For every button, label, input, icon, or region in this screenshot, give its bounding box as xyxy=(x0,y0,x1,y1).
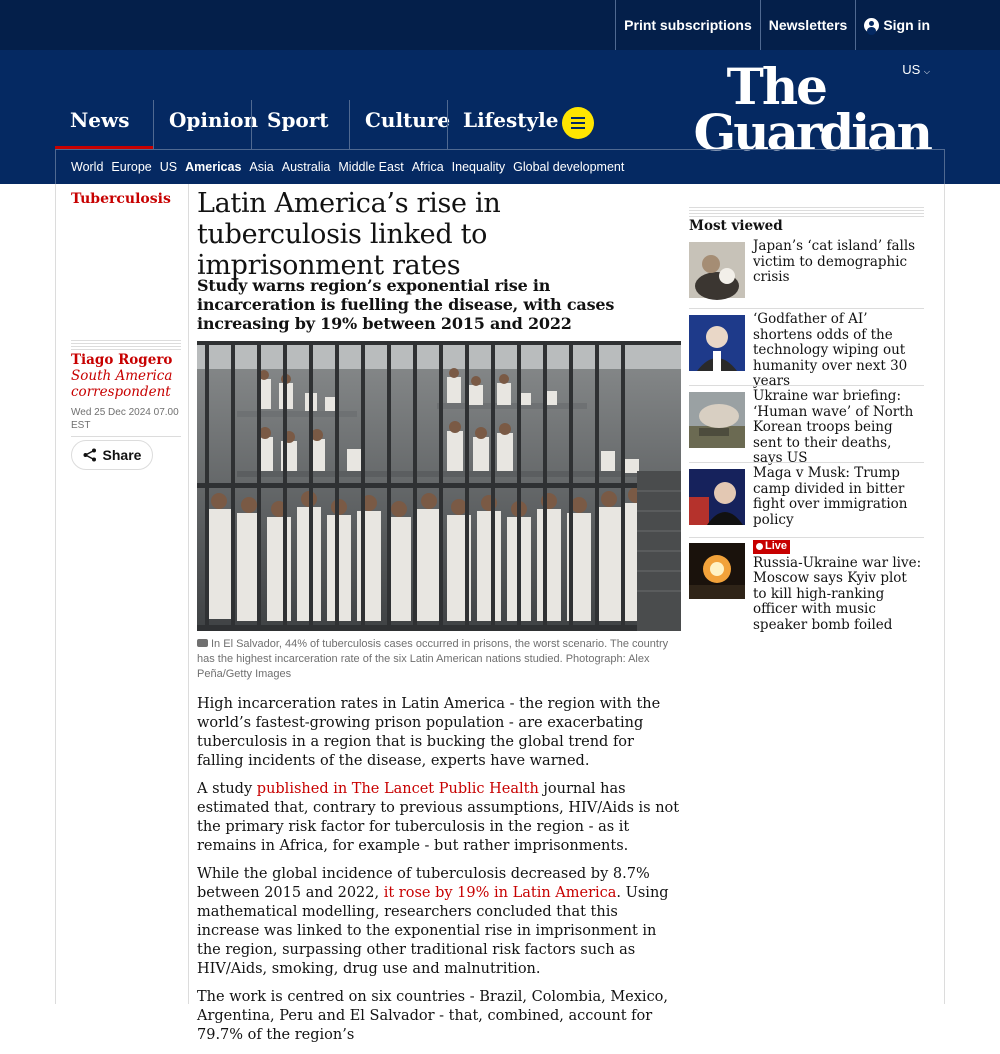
latin-america-rise-link[interactable]: it rose by 19% in Latin America xyxy=(383,885,617,901)
live-dot-icon xyxy=(756,543,763,550)
paragraph-text: . Using mathematical modelling, researchers concluded that this increase was linked to the exponential rise in imprisonment in the region, surpassing other traditional risk factors such as HIV/Aids, smoking, drug use and malnutrition. xyxy=(197,885,669,977)
most-viewed-headline: ‘Godfather of AI’ shortens odds of the technology wiping out humanity over next 30 years xyxy=(753,311,908,389)
headline: Latin America’s rise in tuberculosis linked to imprisonment rates xyxy=(197,188,501,281)
edition-label: US xyxy=(902,62,921,77)
paragraph-text: While the global incidence of tuberculosis decreased by 8.7% between 2015 and 2022, xyxy=(197,866,650,901)
most-viewed-item[interactable] xyxy=(689,308,924,389)
paragraph: High incarceration rates in Latin America - the region with the world’s fastest-growing prison population - are exacerbating tuberculosis in a region that is bucking the global trend for falling incidents of the disease, experts have warned. xyxy=(197,696,661,769)
section-kicker[interactable]: Tuberculosis xyxy=(71,191,171,207)
most-viewed-headline: Japan’s ‘cat island’ falls victim to demographic crisis xyxy=(753,238,916,285)
article-body xyxy=(197,695,681,1054)
article-photo xyxy=(197,341,681,631)
sign-in-link[interactable] xyxy=(864,17,930,33)
sub-nav xyxy=(55,149,945,184)
pillar-nav xyxy=(55,100,559,150)
paragraph xyxy=(197,780,681,856)
byline-name[interactable]: Tiago Rogero xyxy=(71,352,173,368)
thumbnail xyxy=(689,392,745,448)
live-badge xyxy=(753,540,790,554)
camera-icon xyxy=(197,639,208,647)
subnav-global-development[interactable]: Global development xyxy=(513,160,625,174)
divider xyxy=(760,0,761,50)
sign-in-label: Sign in xyxy=(883,17,930,33)
pillar-culture[interactable]: Culture xyxy=(349,100,447,150)
menu-icon-bar xyxy=(571,122,585,124)
most-viewed-title: Most viewed xyxy=(689,218,783,234)
byline-rules xyxy=(71,340,181,350)
top-links xyxy=(607,0,930,50)
subnav-europe[interactable]: Europe xyxy=(111,160,152,174)
subnav-us[interactable]: US xyxy=(159,160,178,174)
most-viewed-item[interactable] xyxy=(689,385,924,466)
publish-date: Wed 25 Dec 2024 07.00 EST xyxy=(71,407,179,431)
print-subscriptions-link[interactable]: Print subscriptions xyxy=(624,17,752,33)
share-label: Share xyxy=(102,447,142,463)
subnav-asia[interactable]: Asia xyxy=(249,160,274,174)
lancet-study-link[interactable]: published in The Lancet Public Health xyxy=(256,781,539,797)
column-divider xyxy=(188,184,189,1004)
paragraph-text: journal has estimated that, contrary to previous assumptions, HIV/Aids is not the primary risk factor for tuberculosis in the region - as it remains in Africa, for example - but rather imprisonments. xyxy=(197,781,680,854)
thumbnail xyxy=(689,469,745,525)
most-viewed-item[interactable] xyxy=(689,462,924,537)
menu-icon-bar xyxy=(571,117,585,119)
user-icon xyxy=(864,18,879,33)
most-viewed-headline: Russia-Ukraine war live: Moscow says Kyiv plot to kill high-ranking officer with music speaker bomb foiled xyxy=(753,554,922,633)
paragraph xyxy=(197,865,681,979)
guardian-logo[interactable] xyxy=(693,56,931,162)
thumbnail xyxy=(689,315,745,371)
subnav-americas[interactable]: Americas xyxy=(185,160,242,174)
chevron-down-icon: ⌵ xyxy=(923,67,930,76)
most-viewed-item[interactable] xyxy=(689,537,924,637)
most-viewed-item[interactable] xyxy=(689,237,924,307)
thumbnail xyxy=(689,543,745,599)
pillar-news[interactable]: News xyxy=(55,100,153,150)
pillar-opinion[interactable]: Opinion xyxy=(153,100,251,150)
divider xyxy=(71,436,181,437)
subnav-inequality[interactable]: Inequality xyxy=(451,160,506,174)
logo-line-2: Guardian xyxy=(693,103,930,162)
caption-text: In El Salvador, 44% of tuberculosis cases occurred in prisons, the worst scenario. The country has the highest incarceration rate of the six Latin American nations studied. Photograph: Alex Peña/Getty Images xyxy=(197,638,669,680)
thumbnail xyxy=(689,242,745,298)
subnav-africa[interactable]: Africa xyxy=(411,160,444,174)
paragraph: The work is centred on six countries - Brazil, Colombia, Mexico, Argentina, Peru and El Salvador - that, combined, account for 79.7% of the region’s xyxy=(197,989,669,1043)
subnav-middle-east[interactable]: Middle East xyxy=(338,160,404,174)
most-viewed-headline: Maga v Musk: Trump camp divided in bitter fight over immigration policy xyxy=(753,465,908,528)
photo-caption xyxy=(197,637,677,682)
pillar-sport[interactable]: Sport xyxy=(251,100,349,150)
divider xyxy=(855,0,856,50)
share-button[interactable] xyxy=(71,440,153,470)
live-label: Live xyxy=(765,539,788,552)
byline-role: South America correspondent xyxy=(71,368,173,400)
paragraph-text: A study xyxy=(197,781,257,797)
prison-cell-illustration xyxy=(197,341,681,631)
pillar-lifestyle[interactable]: Lifestyle xyxy=(447,100,545,150)
subnav-australia[interactable]: Australia xyxy=(281,160,331,174)
menu-icon-bar xyxy=(571,127,585,129)
divider xyxy=(615,0,616,50)
newsletters-link[interactable]: Newsletters xyxy=(768,17,848,33)
logo-line-1: The xyxy=(726,57,826,116)
standfirst: Study warns region’s exponential rise in incarceration is fuelling the disease, with cases increasing by 19% between 2015 and 2022 xyxy=(197,276,615,333)
most-viewed-headline: Ukraine war briefing: ‘Human wave’ of North Korean troops being sent to their deaths, says US xyxy=(753,388,914,466)
menu-button[interactable] xyxy=(562,107,594,139)
share-icon xyxy=(83,448,97,462)
top-bar xyxy=(0,0,1000,50)
subnav-world[interactable]: World xyxy=(71,160,104,174)
most-viewed-item-text xyxy=(753,539,924,633)
